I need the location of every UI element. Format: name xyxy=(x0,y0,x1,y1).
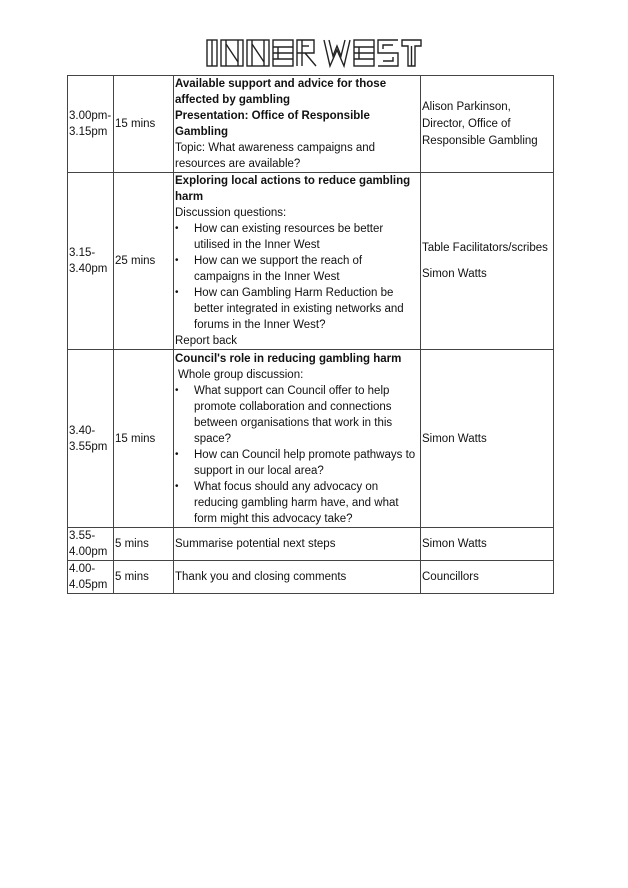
inner-west-logo-icon xyxy=(206,38,422,68)
table-row xyxy=(68,76,554,173)
item-text: Topic: What awareness campaigns and resources are available? xyxy=(175,142,376,170)
item-cell xyxy=(174,76,421,173)
presenter-name: Alison Parkinson, Director, Office of Responsible Gambling xyxy=(422,100,538,147)
presenter-cell: Councillors xyxy=(421,561,554,594)
duration-cell: 25 mins xyxy=(114,173,174,350)
item-cell: Thank you and closing comments xyxy=(174,561,421,594)
list-item: • What support can Council offer to help promote collaboration and connections between organisations that work in this space? xyxy=(194,383,419,447)
list-item: • How can Gambling Harm Reduction be better integrated in existing networks and forums in the Inner West? xyxy=(194,285,419,333)
item-cell xyxy=(174,350,421,528)
discussion-list xyxy=(175,383,419,527)
item-title: Exploring local actions to reduce gambling harm xyxy=(175,175,411,203)
item-intro: Whole group discussion: xyxy=(178,368,304,381)
table-row xyxy=(68,350,554,528)
list-item: • How can we support the reach of campaigns in the Inner West xyxy=(194,253,419,285)
presenter-cell xyxy=(421,173,554,350)
time-cell: 4.00-4.05pm xyxy=(68,561,114,594)
time-cell: 3.00pm-3.15pm xyxy=(68,76,114,173)
time-cell: 3.15-3.40pm xyxy=(68,173,114,350)
item-subtitle: Presentation: Office of Responsible Gambling xyxy=(175,110,370,138)
list-item: • How can existing resources be better utilised in the Inner West xyxy=(194,221,419,253)
presenter-name: Simon Watts xyxy=(422,268,487,280)
presenter-cell xyxy=(421,350,554,528)
presenter-name: Table Facilitators/scribes xyxy=(422,242,548,254)
list-item: • What focus should any advocacy on reducing gambling harm have, and what form might this advocacy take? xyxy=(194,479,419,527)
table-row xyxy=(68,528,554,561)
duration-cell: 15 mins xyxy=(114,350,174,528)
item-outro: Report back xyxy=(175,335,238,347)
item-cell xyxy=(174,173,421,350)
table-row xyxy=(68,561,554,594)
item-cell: Summarise potential next steps xyxy=(174,528,421,561)
duration-cell: 5 mins xyxy=(114,528,174,561)
presenter-cell: Simon Watts xyxy=(421,528,554,561)
agenda-table xyxy=(67,75,554,594)
duration-cell: 15 mins xyxy=(114,76,174,173)
header-logo xyxy=(0,38,628,72)
item-intro: Discussion questions: xyxy=(175,207,287,219)
presenter-cell xyxy=(421,76,554,173)
time-cell: 3.55-4.00pm xyxy=(68,528,114,561)
item-title: Council's role in reducing gambling harm xyxy=(175,352,402,365)
duration-cell: 5 mins xyxy=(114,561,174,594)
time-cell: 3.40-3.55pm xyxy=(68,350,114,528)
table-row xyxy=(68,173,554,350)
discussion-list xyxy=(175,221,419,333)
list-item: • How can Council help promote pathways to support in our local area? xyxy=(194,447,419,479)
presenter-name: Simon Watts xyxy=(422,432,487,445)
item-title: Available support and advice for those affected by gambling xyxy=(175,78,387,106)
